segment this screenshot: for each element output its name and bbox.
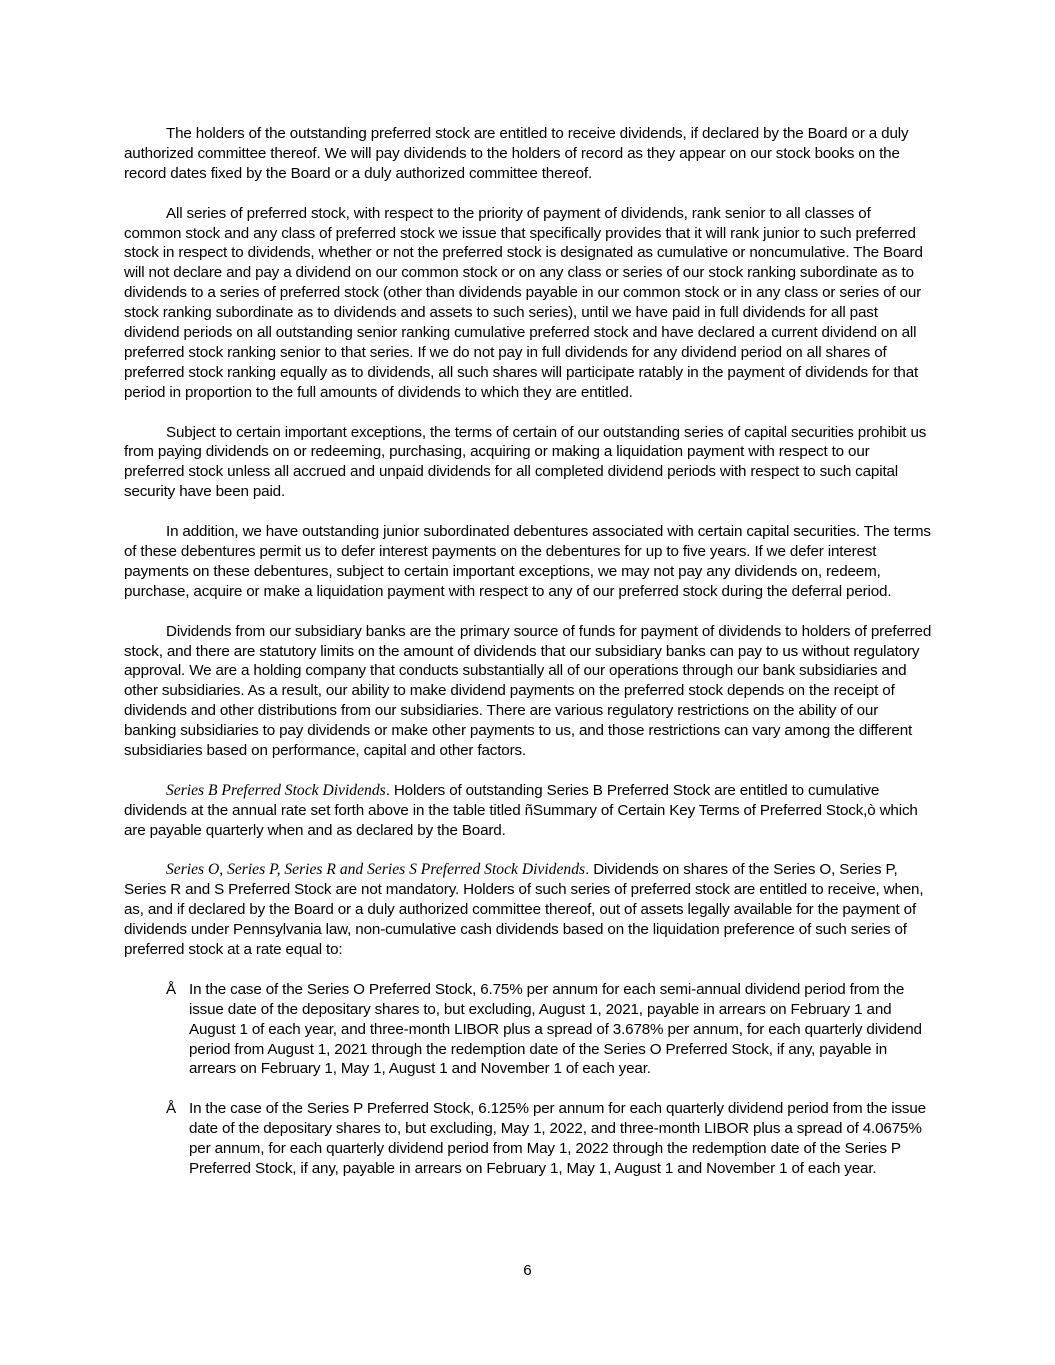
list-item-series-p [124, 1099, 932, 1179]
dividend-rate-list [124, 980, 932, 1179]
list-item-text: In the case of the Series O Preferred Stock, 6.75% per annum for each semi-annual dividend period from the issue date of the depositary shares to, but excluding, August 1, 2021, payable in arrears on February 1 and August 1 of each year, and three-month LIBOR plus a spread of 3.678% per annum, for each quarterly dividend period from August 1, 2021 through the redemption date of the Series O Preferred Stock, if any, payable in arrears on February 1, May 1, August 1 and November 1 of each year. [189, 980, 922, 1078]
paragraph-subsidiary-dividends: Dividends from our subsidiary banks are the primary source of funds for payment of dividends to holders of preferred stock, and there are statutory limits on the amount of dividends that our subsidiary banks can pay to us without regulatory approval. We are a holding company that conducts substantially all of our operations through our bank subsidiaries and other subsidiaries. As a result, our ability to make dividend payments on the preferred stock depends on the receipt of dividends and other distributions from our subsidiaries. There are various regulatory restrictions on the ability of our banking subsidiaries to pay dividends or make other payments to us, and those restrictions can vary among the different subsidiaries based on performance, capital and other factors. [124, 622, 932, 760]
paragraph-series-oprs-dividends [124, 860, 932, 960]
paragraph-capital-securities-restrictions: Subject to certain important exceptions, the terms of certain of our outstanding series of capital securities prohibit us from paying dividends on or redeeming, purchasing, acquiring or making a liquidation payment with respect to our preferred stock unless all accrued and unpaid dividends for all completed dividend periods with respect to such capital security have been paid. [124, 423, 927, 501]
bullet-glyph: Å [166, 980, 176, 998]
series-oprs-heading: Series O, Series P, Series R and Series S Preferred Stock Dividends [166, 861, 586, 879]
list-item-series-o [124, 980, 932, 1080]
paragraph-junior-subordinated-debentures: In addition, we have outstanding junior subordinated debentures associated with certain capital securities. The terms of these debentures permit us to defer interest payments on the debentures for up to five years. If we defer interest payments on these debentures, subject to certain important exceptions, we may not pay any dividends on, redeem, purchase, acquire or make a liquidation payment with respect to any of our preferred stock during the deferral period. [124, 523, 931, 600]
page-number: 6 [523, 1262, 532, 1279]
bullet-glyph: Å [166, 1100, 176, 1118]
series-b-heading: Series B Preferred Stock Dividends [166, 781, 386, 799]
paragraph-series-b-dividends [124, 781, 932, 841]
series-oprs-body: . Dividends on shares of the Series O, Series P, Series R and S Preferred Stock are not mandatory. Holders of such series of preferred stock are entitled to receive, when, as, and if declared by the Board or a duly authorized committee thereof, out of assets legally available for the payment of dividends under Pennsylvania law, non-cumulative cash dividends based on the liquidation preference of such series of preferred stock at a rate equal to: [124, 861, 924, 959]
paragraph-holders-entitled: The holders of the outstanding preferred stock are entitled to receive dividends, if declared by the Board or a duly authorized committee thereof. We will pay dividends to the holders of record as they appear on our stock books on the record dates fixed by the Board or a duly authorized committee thereof. [124, 125, 909, 182]
document-page [124, 124, 932, 1199]
series-b-body: . Holders of outstanding Series B Preferred Stock are entitled to cumulative dividends at the annual rate set forth above in the table titled ñSummary of Certain Key Terms of Preferred Stock,ò which are payable quarterly when and as declared by the Board. [124, 781, 918, 839]
paragraph-priority-of-payment: All series of preferred stock, with respect to the priority of payment of dividends, rank senior to all classes of common stock and any class of preferred stock we issue that specifically provides that it will rank junior to such preferred stock in respect to dividends, whether or not the preferred stock is designated as cumulative or noncumulative. The Board will not declare and pay a dividend on our common stock or on any class or series of our stock ranking subordinate as to dividends to a series of preferred stock (other than dividends payable in our common stock or in any class or series of our stock ranking subordinate as to dividends and assets to such series), until we have paid in full dividends for all past dividend periods on all outstanding senior ranking cumulative preferred stock and have declared a current dividend on all preferred stock ranking senior to that series. If we do not pay in full dividends for any dividend period on all shares of preferred stock ranking equally as to dividends, all such shares will participate ratably in the payment of dividends for that period in proportion to the full amounts of dividends to which they are entitled. [124, 204, 923, 401]
list-item-text: In the case of the Series P Preferred Stock, 6.125% per annum for each quarterly dividend period from the issue date of the depositary shares to, but excluding, May 1, 2022, and three-month LIBOR plus a spread of 4.0675% per annum, for each quarterly dividend period from May 1, 2022 through the redemption date of the Series P Preferred Stock, if any, payable in arrears on February 1, May 1, August 1 and November 1 of each year. [189, 1100, 926, 1177]
